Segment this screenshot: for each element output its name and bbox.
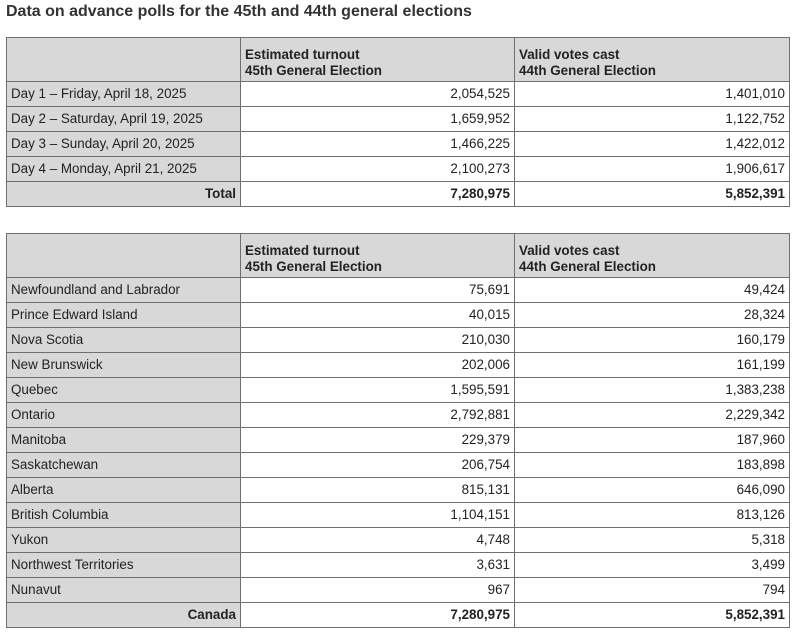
header-valid-votes-line2: 44th General Election xyxy=(519,63,656,78)
header-corner-cell xyxy=(7,234,241,278)
turnout-45th-cell: 2,100,273 xyxy=(241,157,515,182)
advance-polls-by-day-table xyxy=(6,37,790,207)
row-label-cell: British Columbia xyxy=(7,503,241,528)
table-row xyxy=(7,553,790,578)
row-label-cell: Quebec xyxy=(7,378,241,403)
row-label-cell: New Brunswick xyxy=(7,353,241,378)
votes-44th-cell: 5,852,391 xyxy=(515,603,790,628)
table-row xyxy=(7,378,790,403)
turnout-45th-cell: 75,691 xyxy=(241,278,515,303)
votes-44th-cell: 813,126 xyxy=(515,503,790,528)
total-row xyxy=(7,182,790,207)
turnout-45th-cell: 1,104,151 xyxy=(241,503,515,528)
votes-44th-cell: 1,401,010 xyxy=(515,82,790,107)
row-label-cell: Prince Edward Island xyxy=(7,303,241,328)
page-title: Data on advance polls for the 45th and 44th general elections xyxy=(6,3,472,20)
row-label-cell: Alberta xyxy=(7,478,241,503)
header-estimated-turnout xyxy=(241,38,515,82)
table-row xyxy=(7,132,790,157)
row-label-cell: Newfoundland and Labrador xyxy=(7,278,241,303)
table-row xyxy=(7,328,790,353)
votes-44th-cell: 161,199 xyxy=(515,353,790,378)
header-corner-cell xyxy=(7,38,241,82)
header-valid-votes xyxy=(515,234,790,278)
turnout-45th-cell: 815,131 xyxy=(241,478,515,503)
table-row xyxy=(7,107,790,132)
row-label-cell: Nunavut xyxy=(7,578,241,603)
votes-44th-cell: 1,122,752 xyxy=(515,107,790,132)
table-row xyxy=(7,453,790,478)
votes-44th-cell: 1,422,012 xyxy=(515,132,790,157)
row-label-cell: Nova Scotia xyxy=(7,328,241,353)
turnout-45th-cell: 229,379 xyxy=(241,428,515,453)
turnout-45th-cell: 1,659,952 xyxy=(241,107,515,132)
turnout-45th-cell: 40,015 xyxy=(241,303,515,328)
row-label-cell: Saskatchewan xyxy=(7,453,241,478)
row-label-cell: Day 2 – Saturday, April 19, 2025 xyxy=(7,107,241,132)
turnout-45th-cell: 2,054,525 xyxy=(241,82,515,107)
row-label-cell: Northwest Territories xyxy=(7,553,241,578)
table-row xyxy=(7,428,790,453)
votes-44th-cell: 1,383,238 xyxy=(515,378,790,403)
row-label-cell: Ontario xyxy=(7,403,241,428)
votes-44th-cell: 794 xyxy=(515,578,790,603)
advance-polls-by-province-table xyxy=(6,233,790,628)
row-label-cell: Manitoba xyxy=(7,428,241,453)
table-row xyxy=(7,528,790,553)
turnout-45th-cell: 202,006 xyxy=(241,353,515,378)
turnout-45th-cell: 1,595,591 xyxy=(241,378,515,403)
votes-44th-cell: 5,318 xyxy=(515,528,790,553)
turnout-45th-cell: 1,466,225 xyxy=(241,132,515,157)
table-header-row xyxy=(7,234,790,278)
header-estimated-turnout-line2: 45th General Election xyxy=(245,259,382,274)
header-estimated-turnout-line1: Estimated turnout xyxy=(245,47,360,62)
turnout-45th-cell: 7,280,975 xyxy=(241,182,515,207)
votes-44th-cell: 3,499 xyxy=(515,553,790,578)
votes-44th-cell: 160,179 xyxy=(515,328,790,353)
total-row xyxy=(7,603,790,628)
header-valid-votes xyxy=(515,38,790,82)
table-row xyxy=(7,353,790,378)
turnout-45th-cell: 3,631 xyxy=(241,553,515,578)
turnout-45th-cell: 206,754 xyxy=(241,453,515,478)
votes-44th-cell: 49,424 xyxy=(515,278,790,303)
table-row xyxy=(7,403,790,428)
table-row xyxy=(7,578,790,603)
row-label-cell: Total xyxy=(7,182,241,207)
table-row xyxy=(7,303,790,328)
row-label-cell: Day 1 – Friday, April 18, 2025 xyxy=(7,82,241,107)
turnout-45th-cell: 2,792,881 xyxy=(241,403,515,428)
table-header-row xyxy=(7,38,790,82)
votes-44th-cell: 646,090 xyxy=(515,478,790,503)
turnout-45th-cell: 7,280,975 xyxy=(241,603,515,628)
votes-44th-cell: 1,906,617 xyxy=(515,157,790,182)
header-valid-votes-line2: 44th General Election xyxy=(519,259,656,274)
table-row xyxy=(7,278,790,303)
turnout-45th-cell: 210,030 xyxy=(241,328,515,353)
header-valid-votes-line1: Valid votes cast xyxy=(519,47,620,62)
votes-44th-cell: 2,229,342 xyxy=(515,403,790,428)
row-label-cell: Day 3 – Sunday, April 20, 2025 xyxy=(7,132,241,157)
turnout-45th-cell: 4,748 xyxy=(241,528,515,553)
header-estimated-turnout xyxy=(241,234,515,278)
table-row xyxy=(7,82,790,107)
table-row xyxy=(7,157,790,182)
row-label-cell: Canada xyxy=(7,603,241,628)
votes-44th-cell: 28,324 xyxy=(515,303,790,328)
row-label-cell: Yukon xyxy=(7,528,241,553)
header-valid-votes-line1: Valid votes cast xyxy=(519,243,620,258)
table-row xyxy=(7,478,790,503)
turnout-45th-cell: 967 xyxy=(241,578,515,603)
header-estimated-turnout-line1: Estimated turnout xyxy=(245,243,360,258)
votes-44th-cell: 183,898 xyxy=(515,453,790,478)
votes-44th-cell: 187,960 xyxy=(515,428,790,453)
row-label-cell: Day 4 – Monday, April 21, 2025 xyxy=(7,157,241,182)
votes-44th-cell: 5,852,391 xyxy=(515,182,790,207)
table-row xyxy=(7,503,790,528)
header-estimated-turnout-line2: 45th General Election xyxy=(245,63,382,78)
